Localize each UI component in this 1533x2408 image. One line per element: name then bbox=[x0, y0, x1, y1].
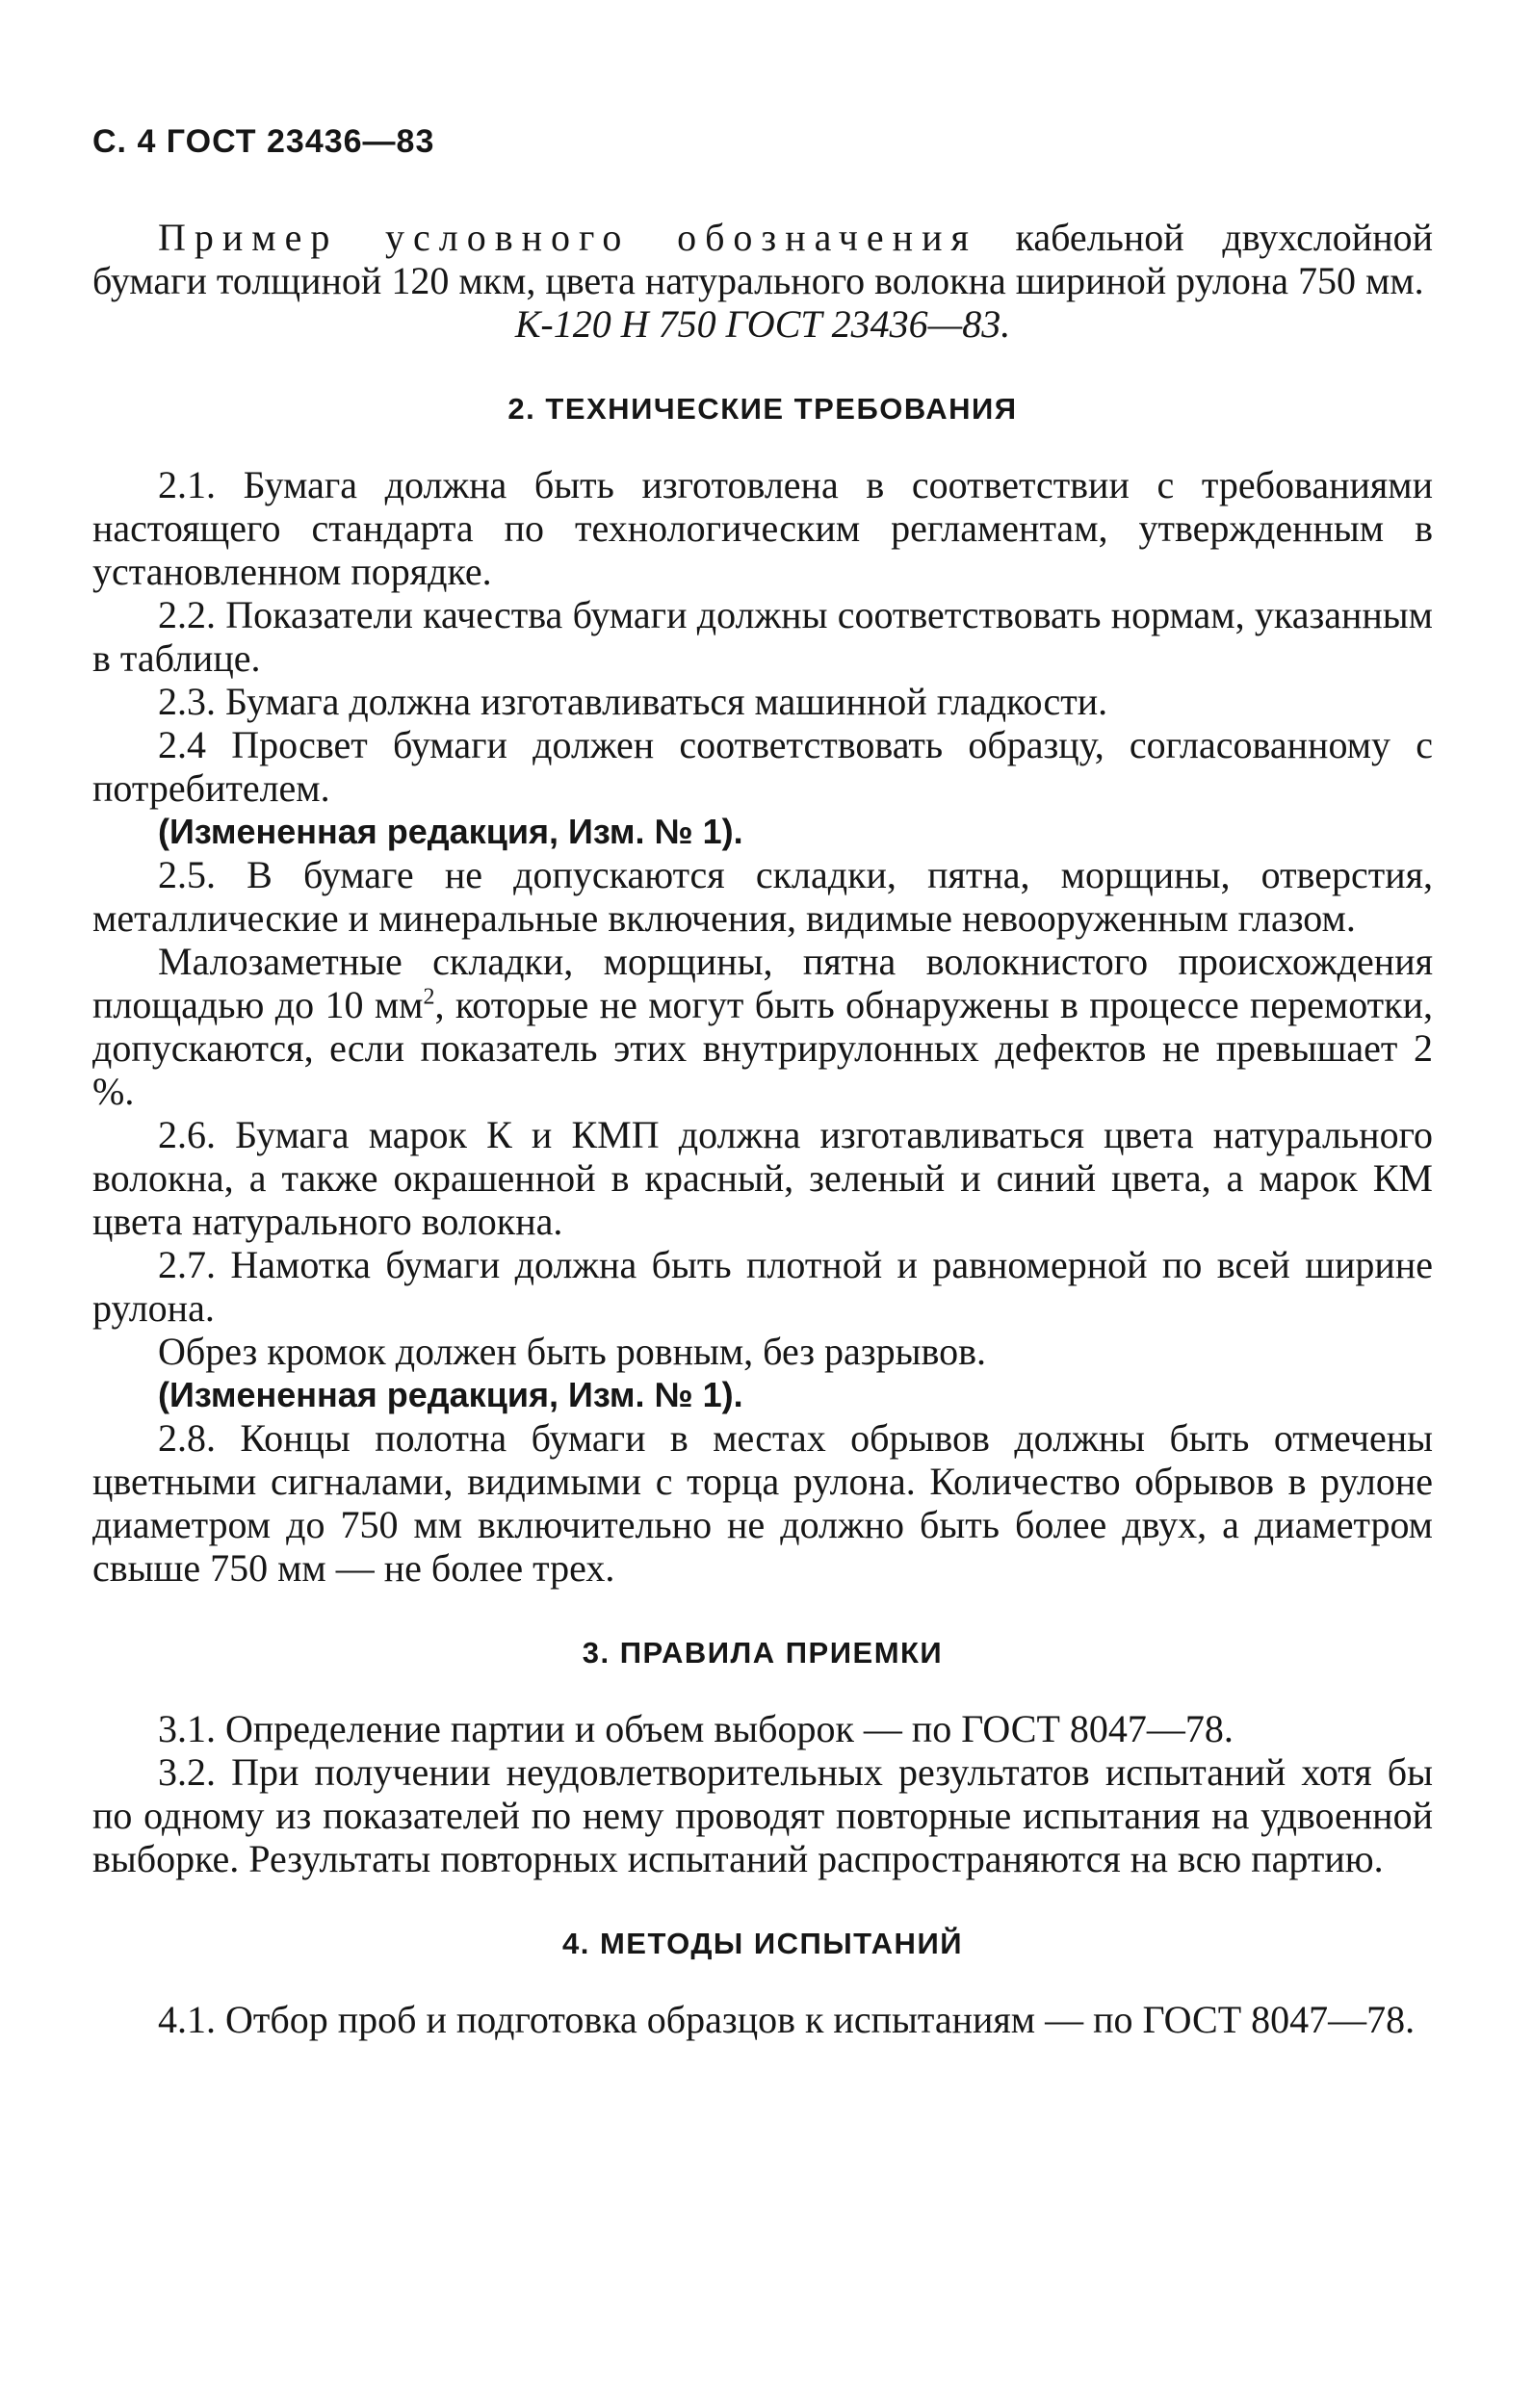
section-title-acceptance-rules: 3. ПРАВИЛА ПРИЕМКИ bbox=[582, 1636, 944, 1670]
superscript-2: 2 bbox=[423, 984, 435, 1010]
clause-3-1: 3.1. Определение партии и объем выборок — по ГОСТ 8047—78. bbox=[158, 1707, 1234, 1750]
designation-example-paragraph bbox=[92, 216, 1433, 302]
section-title-test-methods: 4. МЕТОДЫ ИСПЫТАНИЙ bbox=[562, 1927, 963, 1960]
amendment-note: (Измененная редакция, Изм. № 1). bbox=[158, 812, 743, 851]
clause-2-4: 2.4 Просвет бумаги должен соответствовать образцу, согласованному с потребителем. bbox=[92, 723, 1433, 810]
page-header: С. 4 ГОСТ 23436—83 bbox=[92, 123, 435, 160]
document-body bbox=[92, 216, 1433, 2041]
clause-2-5-continued bbox=[92, 940, 1433, 1113]
clause-2-5-continued-text: Малозаметные складки, морщины, пятна волокнистого происхождения площадью до 10 мм bbox=[92, 940, 1433, 1026]
designation-rest: кабельной двухслойной бумаги толщиной 120 мкм, цвета натурального волокна шириной рулона 750 мм. bbox=[92, 216, 1433, 302]
clause-2-7-continued: Обрез кромок должен быть ровным, без разрывов. bbox=[158, 1330, 986, 1373]
amendment-note: (Измененная редакция, Изм. № 1). bbox=[158, 1375, 743, 1414]
designation-lead: Пример условного обозначения bbox=[158, 216, 977, 259]
clause-3-2: 3.2. При получении неудовлетворительных результатов испытаний хотя бы по одному из показателей по нему проводят повторные испытания на удвоенной выборке. Результаты повторных испытаний распространяются на всю партию. bbox=[92, 1750, 1433, 1880]
clause-4-1: 4.1. Отбор проб и подготовка образцов к испытаниям — по ГОСТ 8047—78. bbox=[158, 1998, 1416, 2041]
clause-2-5: 2.5. В бумаге не допускаются складки, пятна, морщины, отверстия, металлические и минеральные включения, видимые невооруженным глазом. bbox=[92, 853, 1433, 940]
clause-2-7: 2.7. Намотка бумаги должна быть плотной и равномерной по всей ширине рулона. bbox=[92, 1243, 1433, 1330]
clause-2-3: 2.3. Бумага должна изготавливаться машинной гладкости. bbox=[158, 680, 1108, 723]
designation-formula: К-120 Н 750 ГОСТ 23436—83. bbox=[514, 302, 1011, 346]
clause-2-8: 2.8. Концы полотна бумаги в местах обрывов должны быть отмечены цветными сигналами, видимыми с торца рулона. Количество обрывов в рулоне диаметром до 750 мм включительно не должно быть более двух, а диаметром свыше 750 мм — не более трех. bbox=[92, 1416, 1433, 1590]
clause-2-5-continued-tail: , которые не могут быть обнаружены в процессе перемотки, допускаются, если показатель этих внутрирулонных дефектов не превышает 2 %. bbox=[92, 983, 1434, 1113]
clause-2-1: 2.1. Бумага должна быть изготовлена в соответствии с требованиями настоящего стандарта по технологическим регламентам, утвержденным в установленном порядке. bbox=[92, 463, 1433, 593]
clause-2-6: 2.6. Бумага марок К и КМП должна изготавливаться цвета натурального волокна, а также окрашенной в красный, зеленый и синий цвета, а марок КМ цвета натурального волокна. bbox=[92, 1113, 1433, 1243]
section-title-technical-requirements: 2. ТЕХНИЧЕСКИЕ ТРЕБОВАНИЯ bbox=[507, 392, 1018, 426]
clause-2-2: 2.2. Показатели качества бумаги должны соответствовать нормам, указанным в таблице. bbox=[92, 593, 1433, 680]
